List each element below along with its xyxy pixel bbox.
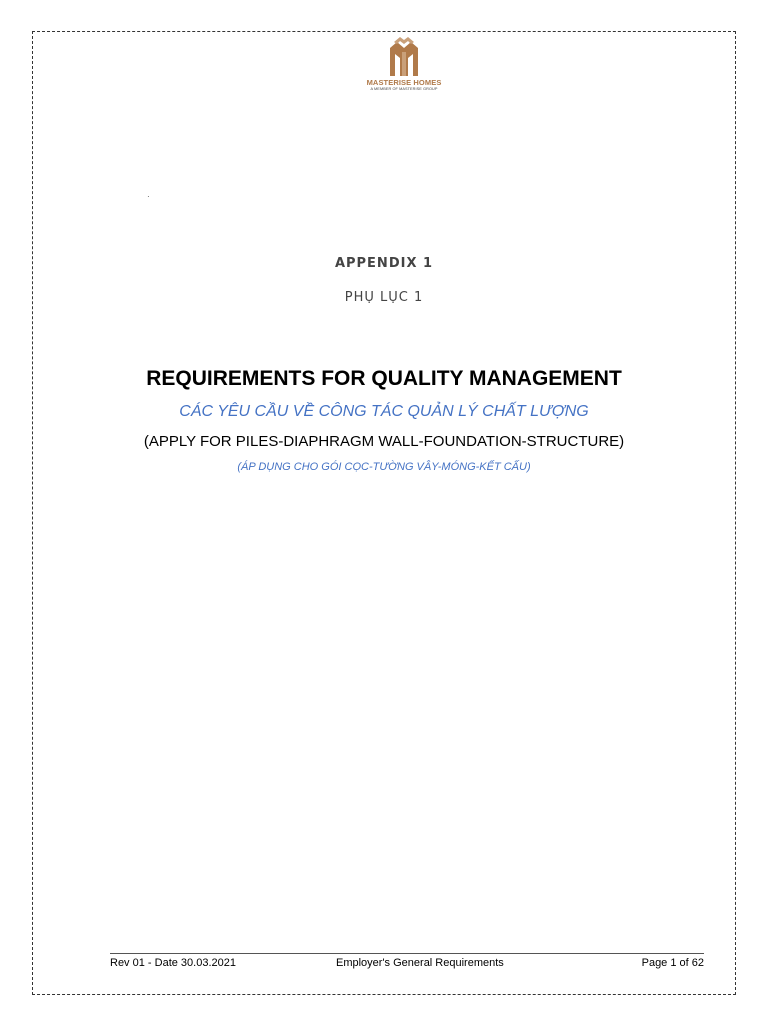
appendix-heading-en: APPENDIX 1 [334, 256, 434, 271]
document-title-vi: CÁC YÊU CẦU VỀ CÔNG TÁC QUẢN LÝ CHẤT LƯỢNG [179, 403, 589, 420]
stray-marker: · [147, 192, 150, 201]
document-subtitle-vi: (ÁP DỤNG CHO GÓI CỌC-TƯỜNG VÂY-MÓNG-KẾT CẤU) [237, 461, 531, 473]
company-logo [354, 36, 454, 102]
footer-document-name: Employer's General Requirements [336, 957, 504, 969]
masterise-logo-icon [386, 36, 422, 76]
page-border [32, 31, 736, 995]
logo-name: MASTERISE HOMES [366, 78, 442, 87]
footer-revision: Rev 01 - Date 30.03.2021 [110, 957, 236, 969]
footer-divider [110, 953, 704, 954]
footer-page-number: Page 1 of 62 [641, 957, 704, 969]
logo-tagline: A MEMBER OF MASTERISE GROUP [370, 87, 438, 91]
document-title-en: REQUIREMENTS FOR QUALITY MANAGEMENT [146, 367, 622, 390]
appendix-heading-vi: PHỤ LỤC 1 [344, 290, 424, 305]
document-subtitle-en: (APPLY FOR PILES-DIAPHRAGM WALL-FOUNDATION-STRUCTURE) [143, 433, 625, 450]
